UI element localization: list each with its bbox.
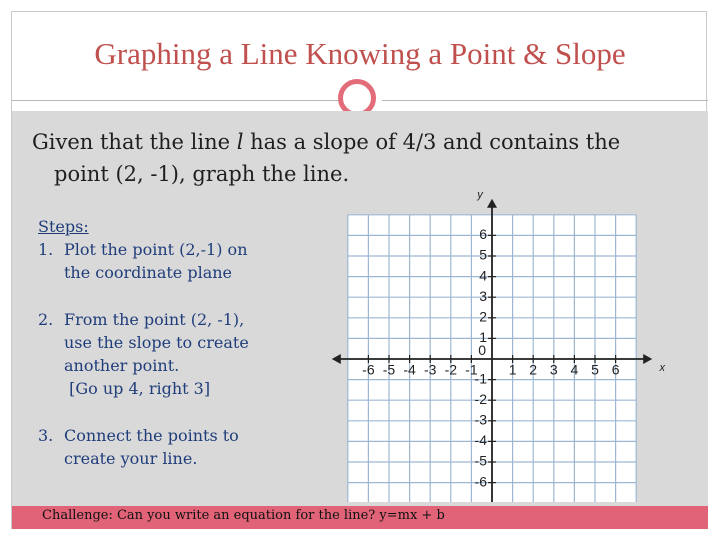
x-tick-label: 3 xyxy=(549,361,558,378)
step-text: [Go up 4, right 3] xyxy=(64,379,211,398)
x-tick-label: -1 xyxy=(465,361,478,378)
challenge-text: Challenge: Can you write an equation for the line? y=mx + b xyxy=(42,508,445,523)
step-2 xyxy=(38,308,338,400)
x-tick-label: -3 xyxy=(423,361,437,378)
x-tick-label: -4 xyxy=(403,361,416,378)
title-divider-right xyxy=(382,100,708,101)
y-tick-label: -6 xyxy=(474,473,487,490)
step-text: another point. xyxy=(64,356,180,375)
step-text: From the point (2, -1), xyxy=(64,310,245,329)
x-tick-label: 1 xyxy=(508,361,517,378)
y-tick-label: -4 xyxy=(474,432,487,449)
x-axis-arrow-right xyxy=(643,354,652,364)
step-number: 2. xyxy=(38,310,54,329)
slide-title: Graphing a Line Knowing a Point & Slope xyxy=(94,36,626,71)
x-axis-arrow-left xyxy=(332,354,341,364)
step-3 xyxy=(38,424,338,470)
y-tick-label: 6 xyxy=(479,226,487,243)
step-text: Connect the points to xyxy=(64,426,239,445)
problem-line-2: point (2, -1), graph the line. xyxy=(54,162,350,186)
coordinate-plane xyxy=(330,172,690,502)
step-1 xyxy=(38,238,338,284)
step-number: 3. xyxy=(38,426,54,445)
x-tick-label: 6 xyxy=(611,361,620,378)
y-tick-label: -5 xyxy=(474,452,487,469)
x-tick-label: -6 xyxy=(362,361,375,378)
line-variable: l xyxy=(236,130,244,154)
step-text: the coordinate plane xyxy=(64,263,233,282)
y-tick-label: -1 xyxy=(474,370,487,387)
x-tick-label: 4 xyxy=(570,361,579,378)
y-axis-label: y xyxy=(477,188,483,201)
y-tick-label: 2 xyxy=(479,308,487,325)
x-tick-label: 2 xyxy=(529,361,538,378)
x-tick-label: -2 xyxy=(444,361,458,378)
y-axis-arrow-up xyxy=(487,199,497,208)
step-number: 1. xyxy=(38,240,54,259)
step-text: Plot the point (2,-1) on xyxy=(64,240,248,259)
x-axis-label: x xyxy=(659,362,665,375)
problem-line-1: Given that the line l has a slope of 4/3 and contains the xyxy=(32,130,621,154)
y-tick-label: -3 xyxy=(474,411,487,428)
y-tick-label: 4 xyxy=(479,267,487,284)
y-tick-label: 3 xyxy=(479,287,487,304)
steps-list xyxy=(38,215,338,470)
title-divider-left xyxy=(12,100,340,101)
step-text: create your line. xyxy=(64,449,198,468)
y-tick-label: 5 xyxy=(479,246,487,263)
challenge-bar xyxy=(12,506,708,529)
step-text: use the slope to create xyxy=(64,333,249,352)
origin-label: 0 xyxy=(478,342,486,358)
y-tick-label: 1 xyxy=(479,329,487,346)
x-tick-label: 5 xyxy=(591,361,599,378)
x-tick-label: -5 xyxy=(382,361,396,378)
y-tick-label: -2 xyxy=(474,390,487,407)
steps-header: Steps: xyxy=(38,217,89,236)
